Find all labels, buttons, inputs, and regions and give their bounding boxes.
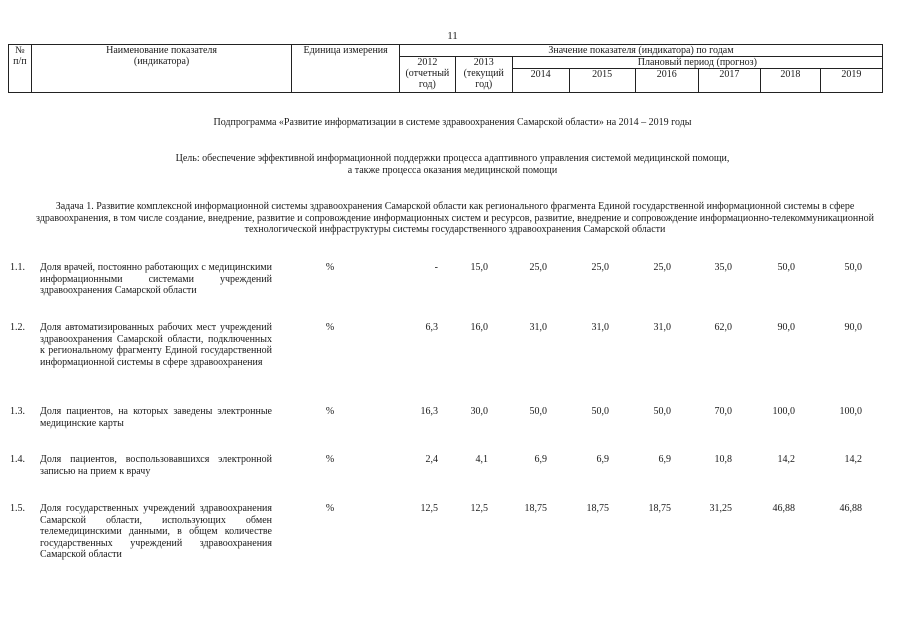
row-value: 90,0 [844, 322, 862, 333]
task-text: Задача 1. Развитие комплексной информационной системы здравоохранения Самарской области как регионального фрагмента Единой государственной информационной системы в сфере здравоохранения, в том числе создание, внедрение, развитие и сопровождение информационных систем и ресурсов, развитие, внедрение и сопровождение информационно-телекоммуникационной технологической инфраструктуры системы государственного здравоохранения Самарской области [36, 201, 874, 235]
row-value: 62,0 [714, 322, 732, 333]
header-year: 2018 [760, 69, 820, 93]
row-value: 18,75 [586, 503, 609, 514]
row-value: 25,0 [653, 262, 671, 273]
subprogram-title: Подпрограмма «Развитие информатизации в системе здравоохранения Самарской области» на 2014 – 2019 годы [213, 117, 692, 128]
row-value: 100,0 [772, 406, 795, 417]
row-value: 15,0 [470, 262, 488, 273]
row-name: Доля автоматизированных рабочих мест учреждений здравоохранения Самарской области, подключенных к региональному фрагменту Единой государственной информационной системы в сфере здравоохранения [40, 322, 272, 368]
row-value: 6,9 [658, 454, 671, 465]
row-value: 35,0 [714, 262, 732, 273]
row-unit: % [325, 262, 335, 273]
row-number: 1.5. [10, 503, 25, 514]
row-value: 2,4 [425, 454, 438, 465]
row-value: 46,88 [839, 503, 862, 514]
row-value: 90,0 [777, 322, 795, 333]
row-value: 31,25 [709, 503, 732, 514]
row-value: 6,9 [596, 454, 609, 465]
row-name: Доля пациентов, воспользовавшихся электронной записью на прием к врачу [40, 454, 272, 477]
row-value: 6,9 [534, 454, 547, 465]
row-unit: % [325, 503, 335, 514]
header-year: 2016 [635, 69, 698, 93]
row-unit: % [325, 406, 335, 417]
row-value: 50,0 [591, 406, 609, 417]
header-table [8, 44, 883, 93]
row-value: 31,0 [529, 322, 547, 333]
row-value: 6,3 [425, 322, 438, 333]
header-unit: Единица измерения [292, 45, 400, 93]
row-value: 18,75 [524, 503, 547, 514]
row-unit: % [325, 322, 335, 333]
row-value: 50,0 [844, 262, 862, 273]
row-value: 31,0 [653, 322, 671, 333]
row-value: 50,0 [777, 262, 795, 273]
header-name: Наименование показателя (индикатора) [31, 45, 292, 93]
row-value: 16,0 [470, 322, 488, 333]
header-year: 2015 [569, 69, 635, 93]
header-year: 2014 [512, 69, 569, 93]
header-values: Значение показателя (индикатора) по годам [399, 45, 882, 57]
row-name: Доля государственных учреждений здравоохранения Самарской области, использующих обмен телемедицинскими данными, в общем количестве государственных учреждений здравоохранения Самарской области [40, 503, 272, 560]
goal-text: Цель: обеспечение эффективной информационной поддержки процесса адаптивного управления системой медицинской помощи, а также процесса оказания медицинской помощи [175, 153, 730, 176]
row-value: 30,0 [470, 406, 488, 417]
row-value: 12,5 [470, 503, 488, 514]
row-value: 50,0 [653, 406, 671, 417]
row-number: 1.3. [10, 406, 25, 417]
header-year: 2017 [698, 69, 760, 93]
row-value: 25,0 [591, 262, 609, 273]
row-value: 10,8 [714, 454, 732, 465]
header-plan: Плановый период (прогноз) [512, 57, 882, 69]
page-number: 11 [447, 30, 458, 42]
row-value: 4,1 [475, 454, 488, 465]
row-value: 18,75 [648, 503, 671, 514]
row-value: 70,0 [714, 406, 732, 417]
row-number: 1.2. [10, 322, 25, 333]
row-value: 12,5 [420, 503, 438, 514]
header-2012: 2012 (отчетный год) [399, 57, 455, 93]
row-name: Доля врачей, постоянно работающих с медицинскими информационными системами учреждений здравоохранения Самарской области [40, 262, 272, 296]
row-value: 31,0 [591, 322, 609, 333]
header-2013: 2013 (текущий год) [455, 57, 512, 93]
row-value: 50,0 [529, 406, 547, 417]
row-value: 25,0 [529, 262, 547, 273]
header-year: 2019 [820, 69, 882, 93]
row-value: 14,2 [777, 454, 795, 465]
row-value: 14,2 [844, 454, 862, 465]
row-unit: % [325, 454, 335, 465]
row-value: - [434, 262, 438, 273]
row-number: 1.4. [10, 454, 25, 465]
row-value: 46,88 [772, 503, 795, 514]
row-number: 1.1. [10, 262, 25, 273]
header-num: № п/п [9, 45, 32, 93]
row-value: 100,0 [839, 406, 862, 417]
row-name: Доля пациентов, на которых заведены электронные медицинские карты [40, 406, 272, 429]
row-value: 16,3 [420, 406, 438, 417]
